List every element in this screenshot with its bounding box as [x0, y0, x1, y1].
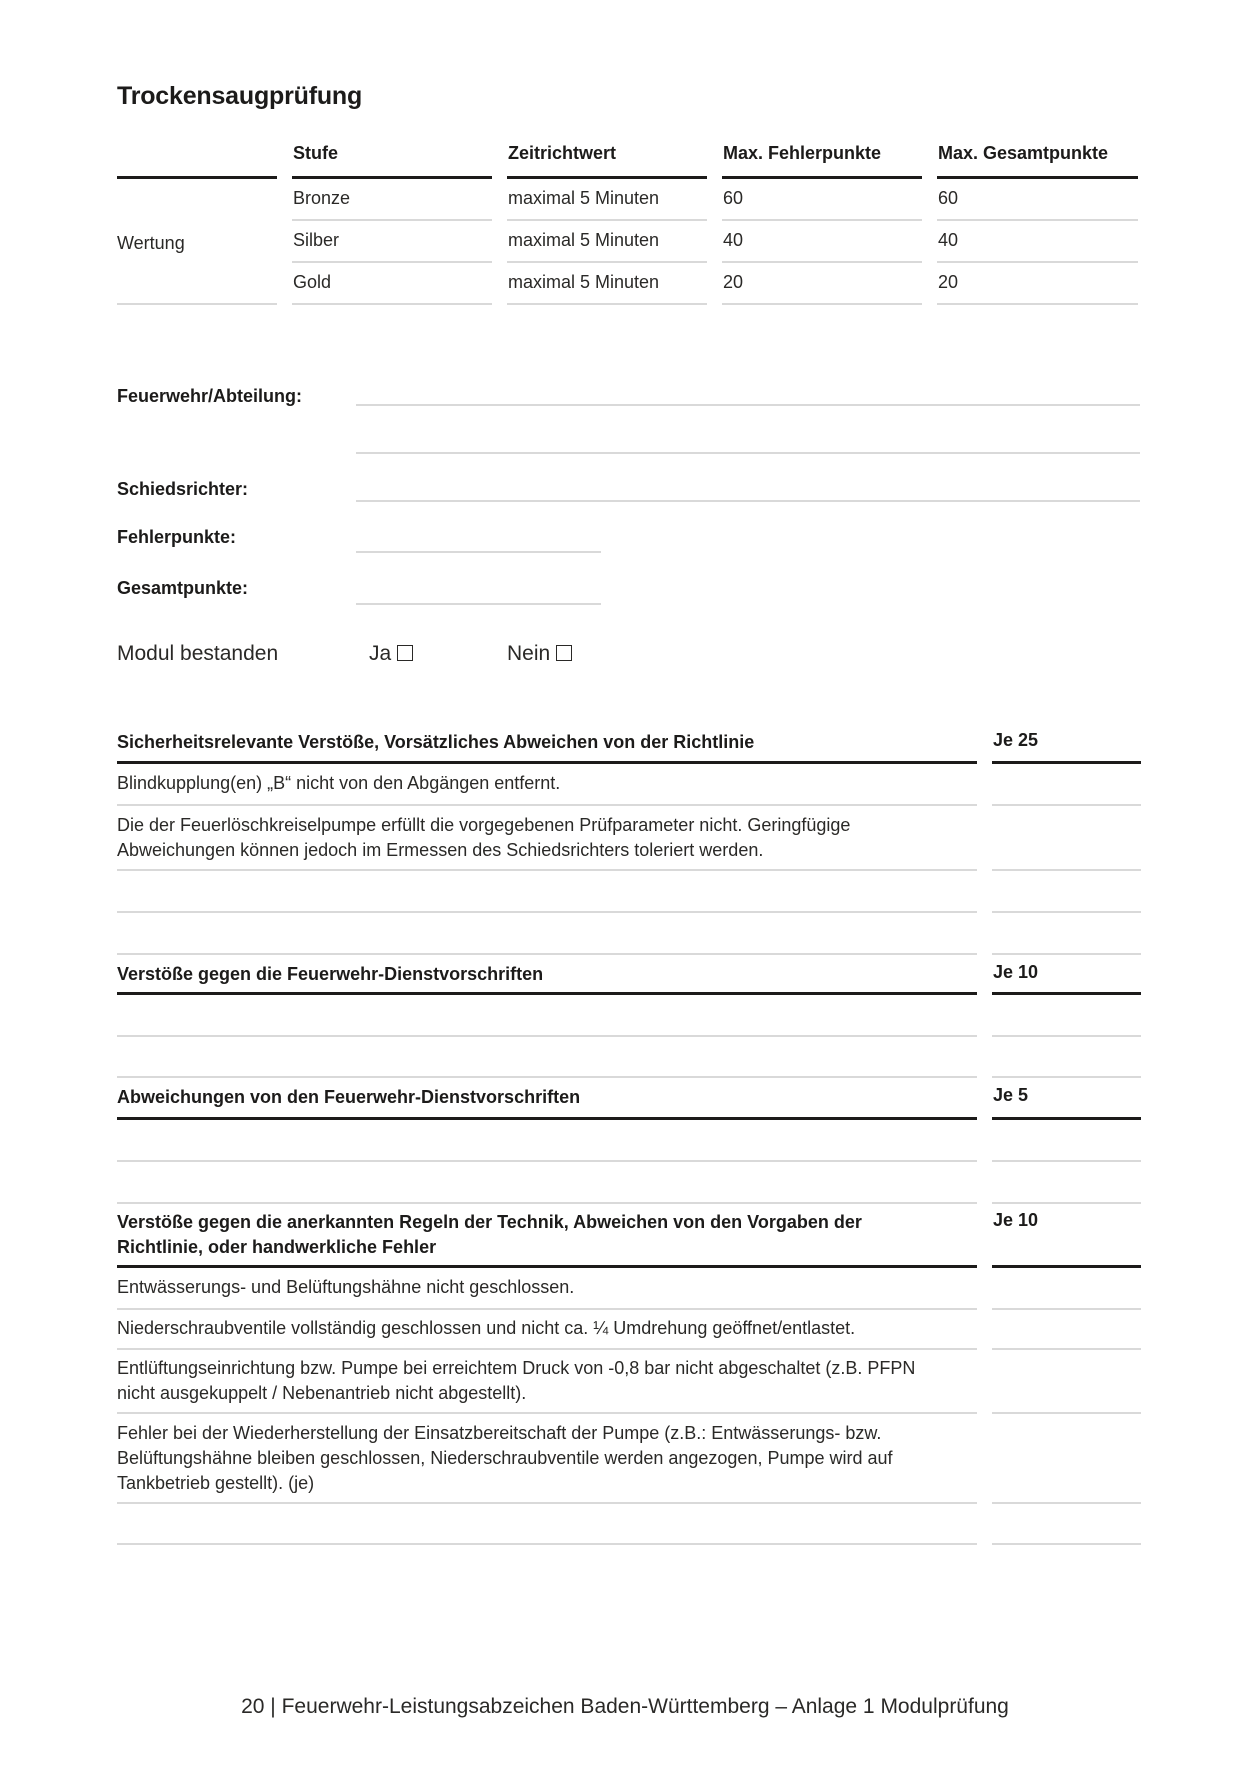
ja-label: Ja [369, 642, 392, 665]
nein-label: Nein [507, 642, 551, 665]
points-entry-field[interactable] [992, 953, 1141, 955]
row-rule [117, 1502, 977, 1504]
gesamtpunkte-label: Gesamtpunkte: [117, 578, 249, 598]
list-item: Die der Feuerlöschkreiselpumpe erfüllt die vorgegebenen Prüfparameter nicht. Geringfügige Abweichungen können jedoch im Ermessen des Schiedsrichters toleriert werden. [117, 815, 851, 860]
fehlerpunkte-field[interactable] [356, 551, 601, 553]
ja-checkbox[interactable] [397, 645, 413, 661]
section-points: Je 5 [993, 1085, 1029, 1105]
section-points: Je 10 [993, 962, 1039, 982]
section-rule [992, 1117, 1141, 1120]
points-entry-field[interactable] [992, 1412, 1141, 1414]
row-rule [117, 1308, 977, 1310]
nein-checkbox[interactable] [556, 645, 572, 661]
list-item: Fehler bei der Wiederherstellung der Einsatzbereitschaft der Pumpe (z.B.: Entwässerungs- bzw. Belüftungshähne bleiben geschlossen, Niederschraubventile werden angezogen, Pumpe wird auf Tankbetrieb gestellt). (je) [117, 1423, 893, 1493]
cell-max-gesamtpunkte: 20 [938, 272, 959, 292]
column-header-zeitrichtwert: Zeitrichtwert [508, 143, 617, 163]
fehlerpunkte-label: Fehlerpunkte: [117, 527, 237, 547]
cell-zeitrichtwert: maximal 5 Minuten [508, 230, 660, 250]
section-heading: Abweichungen von den Feuerwehr-Dienstvorschriften [117, 1087, 581, 1107]
table-rule [937, 303, 1138, 305]
table-rule [937, 176, 1138, 179]
cell-stufe: Gold [293, 272, 332, 292]
points-entry-field[interactable] [992, 869, 1141, 871]
blank-row-rule[interactable] [117, 953, 977, 955]
table-rule [292, 261, 492, 263]
feuerwehr-field[interactable] [356, 404, 1140, 406]
blank-row-rule[interactable] [117, 1035, 977, 1037]
section-rule [117, 1117, 977, 1120]
points-entry-field[interactable] [992, 1543, 1141, 1545]
section-rule [117, 992, 977, 995]
blank-row-rule[interactable] [117, 1076, 977, 1078]
row-rule [117, 869, 977, 871]
section-rule [992, 761, 1141, 764]
points-entry-field[interactable] [992, 1035, 1141, 1037]
page-title: Trockensaugprüfung [117, 82, 363, 110]
cell-max-gesamtpunkte: 40 [938, 230, 959, 250]
schiedsrichter-field[interactable] [356, 500, 1140, 502]
table-rule [722, 219, 922, 221]
points-entry-field[interactable] [992, 1308, 1141, 1310]
blank-row-rule[interactable] [117, 911, 977, 913]
page-footer: 20 | Feuerwehr-Leistungsabzeichen Baden-Württemberg – Anlage 1 Modulprüfung [241, 1695, 1009, 1718]
row-rule [117, 1412, 977, 1414]
cell-max-fehlerpunkte: 60 [723, 188, 744, 208]
list-item: Blindkupplung(en) „B“ nicht von den Abgängen entfernt. [117, 773, 561, 793]
schiedsrichter-label: Schiedsrichter: [117, 479, 249, 499]
table-rule [722, 176, 922, 179]
modul-bestanden-label: Modul bestanden [117, 642, 279, 665]
cell-max-fehlerpunkte: 40 [723, 230, 744, 250]
section-rule [117, 1265, 977, 1268]
cell-zeitrichtwert: maximal 5 Minuten [508, 272, 660, 292]
blank-row-rule[interactable] [117, 1160, 977, 1162]
column-header-stufe: Stufe [293, 143, 338, 163]
table-rule [507, 303, 707, 305]
section-rule [992, 1265, 1141, 1268]
points-entry-field[interactable] [992, 1076, 1141, 1078]
points-entry-field[interactable] [992, 1202, 1141, 1204]
table-rule [117, 176, 277, 179]
blank-row-rule[interactable] [117, 1543, 977, 1545]
table-rule [507, 261, 707, 263]
table-rule [507, 219, 707, 221]
column-header-max-fehlerpunkte: Max. Fehlerpunkte [723, 143, 882, 163]
section-heading: Sicherheitsrelevante Verstöße, Vorsätzliches Abweichen von der Richtlinie [117, 732, 755, 752]
section-points: Je 25 [993, 730, 1039, 750]
nein-option[interactable] [507, 642, 572, 666]
points-entry-field[interactable] [992, 1348, 1141, 1350]
table-rule [507, 176, 707, 179]
table-rule [722, 303, 922, 305]
table-rule [937, 219, 1138, 221]
feuerwehr-field-line-2[interactable] [356, 452, 1140, 454]
section-heading: Verstöße gegen die Feuerwehr-Dienstvorschriften [117, 964, 544, 984]
blank-row-rule[interactable] [117, 1202, 977, 1204]
table-rule [292, 219, 492, 221]
table-rule [292, 303, 492, 305]
table-rule [722, 261, 922, 263]
ja-option[interactable] [369, 642, 413, 666]
gesamtpunkte-field[interactable] [356, 603, 601, 605]
points-entry-field[interactable] [992, 804, 1141, 806]
table-rule [292, 176, 492, 179]
points-entry-field[interactable] [992, 911, 1141, 913]
table-rule [117, 303, 277, 305]
table-rule [937, 261, 1138, 263]
cell-max-fehlerpunkte: 20 [723, 272, 744, 292]
row-rule [117, 804, 977, 806]
section-heading: Verstöße gegen die anerkannten Regeln der Technik, Abweichen von den Vorgaben der Richtlinie, oder handwerkliche Fehler [117, 1212, 862, 1257]
section-points: Je 10 [993, 1210, 1039, 1230]
feuerwehr-label: Feuerwehr/Abteilung: [117, 386, 303, 406]
list-item: Niederschraubventile vollständig geschlossen und nicht ca. ¼ Umdrehung geöffnet/entlastet. [117, 1318, 856, 1338]
cell-stufe: Silber [293, 230, 340, 250]
list-item: Entwässerungs- und Belüftungshähne nicht geschlossen. [117, 1277, 575, 1297]
section-rule [117, 761, 977, 764]
section-rule [992, 992, 1141, 995]
points-entry-field[interactable] [992, 1160, 1141, 1162]
row-rule [117, 1348, 977, 1350]
points-entry-field[interactable] [992, 1502, 1141, 1504]
list-item: Entlüftungseinrichtung bzw. Pumpe bei erreichtem Druck von -0,8 bar nicht abgeschaltet (z.B. PFPN nicht ausgekuppelt / Nebenantrieb nicht abgestellt). [117, 1358, 916, 1403]
column-header-max-gesamtpunkte: Max. Gesamtpunkte [938, 143, 1109, 163]
cell-zeitrichtwert: maximal 5 Minuten [508, 188, 660, 208]
row-label-wertung: Wertung [117, 233, 185, 253]
cell-stufe: Bronze [293, 188, 351, 208]
cell-max-gesamtpunkte: 60 [938, 188, 959, 208]
